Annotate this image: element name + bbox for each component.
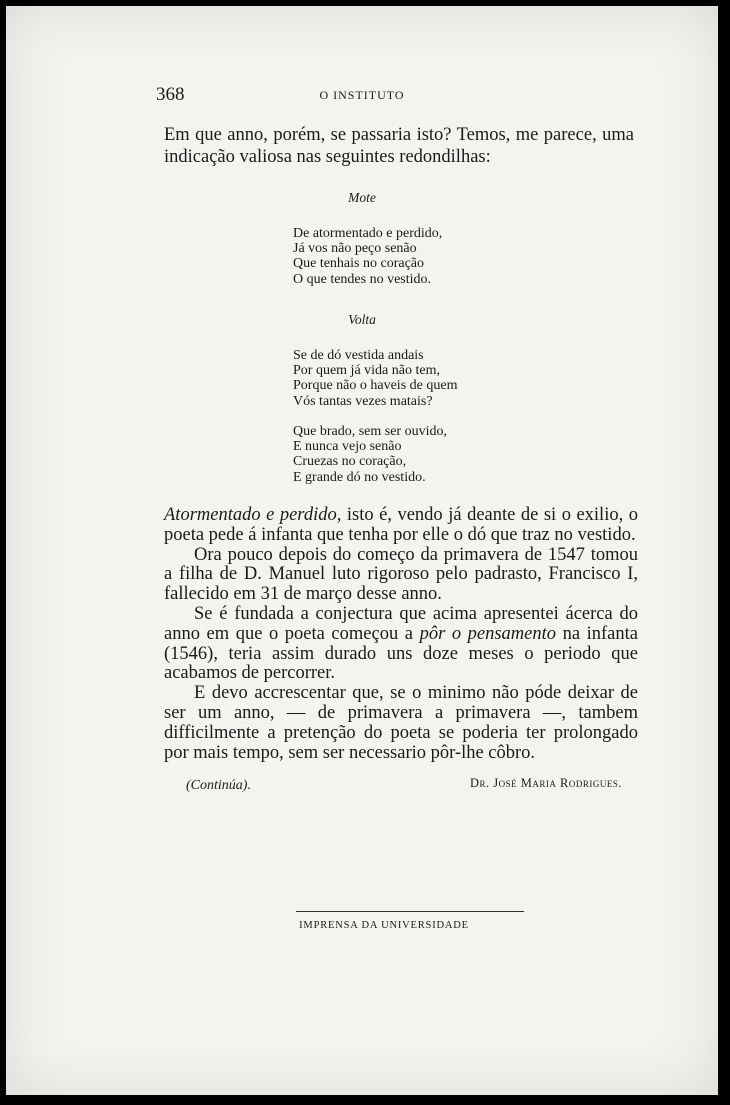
volta-stanza-1 [293, 348, 457, 409]
imprint: IMPRENSA DA UNIVERSIDADE [299, 920, 469, 931]
continued-note: (Continúa). [186, 778, 251, 793]
emphasis: Atormentado e perdido, [164, 505, 342, 525]
footer-rule [296, 911, 524, 912]
verse-line: Que tenhais no coração [293, 256, 424, 272]
closing-line [186, 776, 626, 796]
paragraph-1 [164, 506, 638, 546]
body-text [164, 506, 638, 763]
page-number: 368 [156, 84, 185, 105]
page-header [6, 84, 718, 108]
volta-title: Volta [348, 312, 376, 327]
paragraph-2: Ora pouco depois do começo da primavera de 1547 tomou a filha de D. Manuel luto rigoroso pelo padrasto, Francisco I, fallecido em 31 de março desse anno. [164, 544, 638, 605]
volta-stanza-2 [293, 424, 447, 485]
intro-paragraph: Em que anno, porém, se passaria isto? Temos, me parece, uma indicação valiosa nas seguintes redondilhas: [164, 125, 634, 167]
paragraph-3 [164, 605, 638, 684]
mote-stanza [293, 226, 442, 287]
verse-line: Por quem já vida não tem, [293, 363, 440, 379]
verse-line: De atormentado e perdido, [293, 226, 443, 241]
verse-line: E nunca vejo senão [293, 439, 402, 455]
verse-line: O que tendes no vestido. [293, 271, 432, 287]
paragraph-text: Se é fundada a conjectura que acima apresentei ácerca do anno em que o poeta começou a [164, 603, 638, 644]
paragraph-4: E devo accrescentar que, se o minimo não póde deixar de ser um anno, — de primavera a primavera —, tambem difficilmente a pretenção do poeta se poderia ter prolongado por mais tempo, sem ser necessario pôr-lhe côbro. [164, 683, 638, 763]
page [6, 6, 718, 1095]
running-title: O INSTITUTO [319, 88, 405, 102]
mote-title: Mote [348, 190, 376, 205]
verse-line: Já vos não peço senão [293, 241, 417, 257]
emphasis: pôr o pensamento [419, 623, 557, 644]
verse-line: Se de dó vestida andais [293, 348, 424, 363]
verse-line: Vós tantas vezes matais? [293, 393, 433, 409]
paragraph-text: isto é, vendo já deante de si o exilio, o poeta pede á infanta que tenha por elle o dó que traz no vestido. [164, 505, 638, 545]
verse-line: Que brado, sem ser ouvido, [293, 424, 447, 439]
verse-line: Porque não o haveis de quem [293, 378, 458, 394]
author-signature: Dr. José Maria Rodrigues. [470, 776, 622, 790]
verse-line: E grande dó no vestido. [293, 469, 426, 485]
verse-line: Cruezas no coração, [293, 454, 407, 470]
paragraph-text: na infanta (1546), teria assim durado uns doze meses o periodo que acabamos de percorrer. [164, 623, 638, 684]
